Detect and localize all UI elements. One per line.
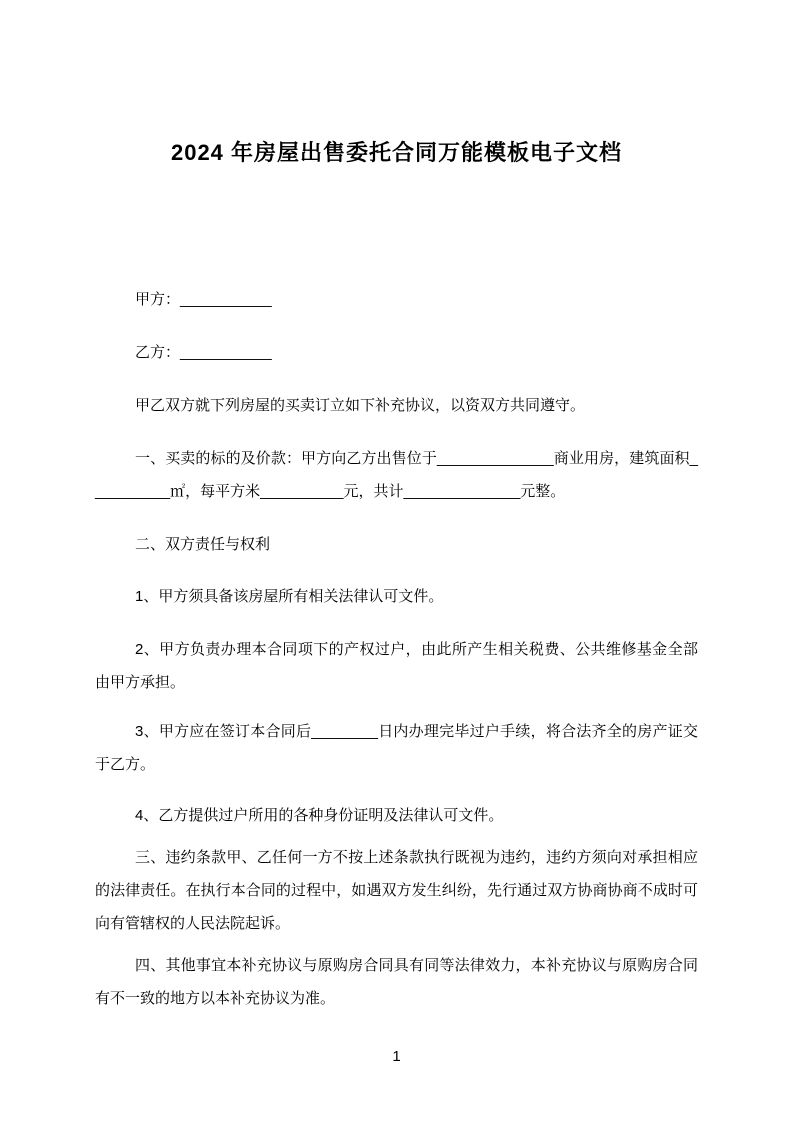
clause-2-item-1: 1、甲方须具备该房屋所有相关法律认可文件。 — [135, 588, 444, 605]
clause-2-item-3: 3、甲方应在签订本合同后________日内办理完毕过户手续，将合法齐全的房产证交于乙方。 — [95, 723, 698, 773]
clause-1-subject-price: 一、买卖的标的及价款：甲方向乙方出售位于______________商业用房，建筑面积__________㎡，每平方米__________元，共计______________元整。 — [95, 450, 698, 500]
clause-3-breach-terms: 三、违约条款甲、乙任何一方不按上述条款执行既视为违约，违约方须向对承担相应的法律责任。在执行本合同的过程中，如遇双方发生纠纷，先行通过双方协商协商不成时可向有管辖权的人民法院起诉。 — [95, 849, 698, 932]
party-b-field: 乙方：___________ — [135, 344, 272, 361]
clause-2-heading: 二、双方责任与权利 — [135, 536, 271, 553]
preamble-paragraph: 甲乙双方就下列房屋的买卖订立如下补充协议，以资双方共同遵守。 — [135, 397, 586, 414]
page-number: 1 — [392, 1048, 401, 1065]
party-a-field: 甲方：___________ — [135, 291, 272, 308]
clause-2-item-4: 4、乙方提供过户所用的各种身份证明及法律认可文件。 — [135, 807, 504, 824]
clause-4-other-matters: 四、其他事宜本补充协议与原购房合同具有同等法律效力，本补充协议与原购房合同有不一致的地方以本补充协议为准。 — [95, 957, 698, 1007]
clause-2-item-2: 2、甲方负责办理本合同项下的产权过户，由此所产生相关税费、公共维修基金全部由甲方承担。 — [95, 641, 698, 691]
document-title: 2024 年房屋出售委托合同万能模板电子文档 — [170, 140, 623, 165]
